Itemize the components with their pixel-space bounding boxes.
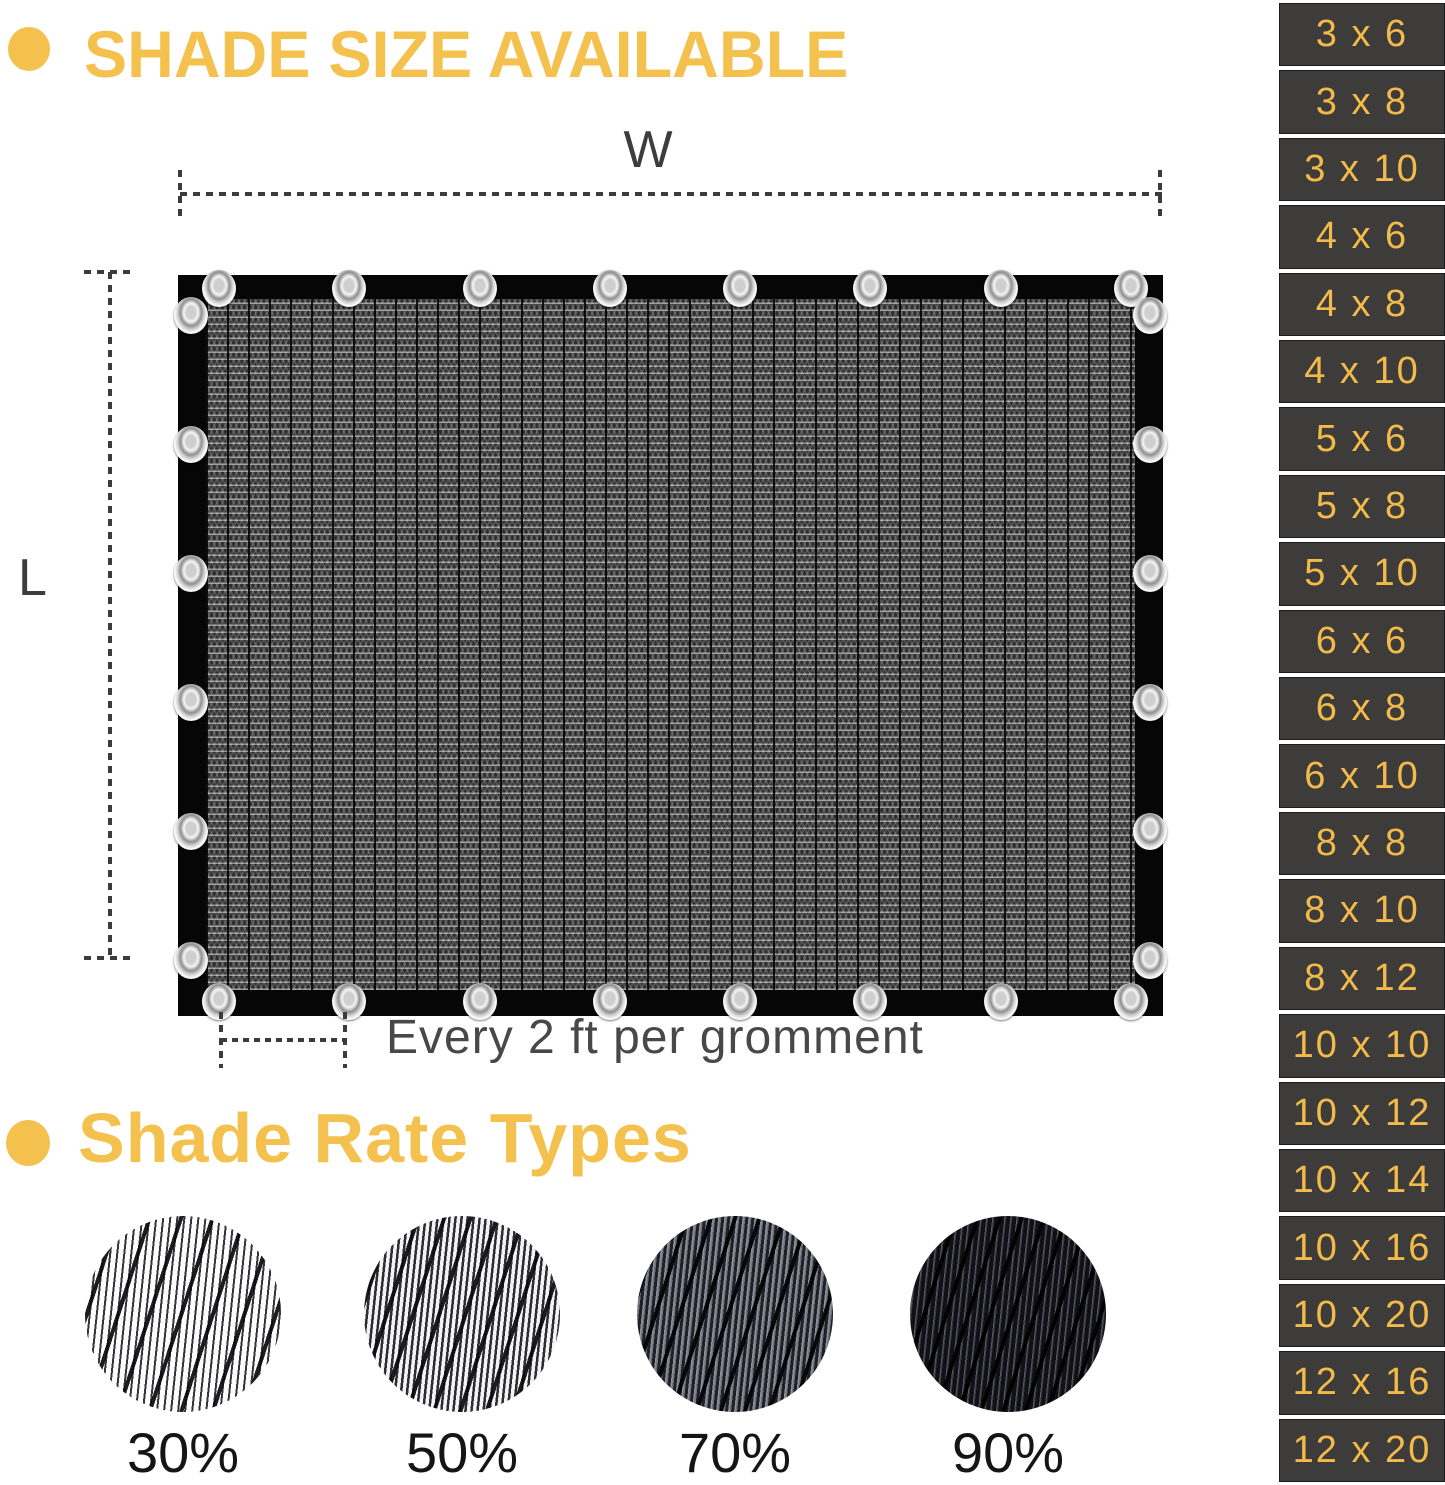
size-option-label: 12 x 20 [1292,1428,1432,1471]
size-option [1279,1284,1445,1347]
bullet-dot [6,1120,50,1166]
size-option-label: 3 x 6 [1315,13,1409,56]
shade-rate-swatch-70 [637,1216,833,1412]
grommet-spacing-line [221,1038,345,1042]
grommet [1114,983,1148,1020]
grommet [984,270,1018,307]
size-option-label: 10 x 20 [1292,1293,1432,1336]
size-option-label: 8 x 10 [1304,889,1420,932]
grommet [1133,426,1167,463]
size-option [1279,138,1445,201]
shade-rate-label: 90% [951,1421,1065,1484]
size-option-label: 6 x 6 [1315,619,1409,662]
grommet [1133,813,1167,850]
shade-rate-swatch-30 [85,1216,281,1412]
grommet [593,270,627,307]
size-option-label: 5 x 10 [1304,552,1420,595]
size-option [1279,610,1445,673]
size-option [1279,273,1445,336]
size-option [1279,744,1445,807]
size-option-label: 3 x 10 [1304,148,1420,191]
width-dimension-label: W [623,121,673,179]
grommet [332,983,366,1020]
size-option [1279,1014,1445,1077]
size-option-label: 12 x 16 [1292,1361,1432,1404]
size-option [1279,1082,1445,1145]
grommet-spacing-note: Every 2 ft per gromment [386,1011,924,1064]
size-options-list [1279,0,1445,1485]
length-dimension-tick-bottom [84,956,136,960]
size-option [1279,677,1445,740]
width-dimension-tick-right [1158,170,1162,220]
size-option-label: 6 x 10 [1304,754,1420,797]
size-option [1279,475,1445,538]
shade-rate-label: 70% [678,1421,792,1484]
size-option-label: 4 x 10 [1304,350,1420,393]
grommet [174,426,208,463]
size-option-label: 6 x 8 [1315,687,1409,730]
grommet [174,813,208,850]
size-option [1279,3,1445,66]
grommet [463,270,497,307]
mesh-texture [206,299,1135,990]
grommet [723,270,757,307]
size-option [1279,812,1445,875]
bullet-dot [8,27,50,71]
size-option-label: 10 x 14 [1292,1159,1432,1202]
shade-rate-title: Shade Rate Types [78,1099,692,1177]
grommet [174,942,208,979]
size-option [1279,1149,1445,1212]
size-option-label: 5 x 8 [1315,485,1409,528]
size-option-label: 10 x 12 [1292,1091,1432,1134]
grommet [174,297,208,334]
size-option [1279,340,1445,403]
size-option [1279,879,1445,942]
grommet [984,983,1018,1020]
size-option-label: 10 x 16 [1292,1226,1432,1269]
length-dimension-tick-top [84,270,136,274]
length-dimension-line [108,272,112,960]
size-option [1279,1419,1445,1482]
grommet [202,270,236,307]
size-option-label: 4 x 6 [1315,215,1409,258]
grommet [1133,942,1167,979]
size-option [1279,947,1445,1010]
width-dimension-line [180,192,1162,196]
grommet [174,555,208,592]
grommet [1133,555,1167,592]
size-option [1279,205,1445,268]
size-available-title: SHADE SIZE AVAILABLE [84,17,849,91]
size-option-label: 8 x 8 [1315,822,1409,865]
size-option-label: 5 x 6 [1315,417,1409,460]
grommet [1133,684,1167,721]
grommet [1133,297,1167,334]
shade-rate-swatch-90 [910,1216,1106,1412]
shade-rate-swatch-50 [364,1216,560,1412]
size-option [1279,1216,1445,1279]
size-option-label: 8 x 12 [1304,956,1420,999]
size-option-label: 10 x 10 [1292,1024,1432,1067]
shade-rate-label: 50% [405,1421,519,1484]
width-dimension-tick-left [178,170,182,220]
length-dimension-label: L [18,549,47,607]
size-option [1279,407,1445,470]
shade-rate-label: 30% [126,1421,240,1484]
size-option-label: 3 x 8 [1315,80,1409,123]
grommet [174,684,208,721]
size-option [1279,542,1445,605]
size-option-label: 4 x 8 [1315,282,1409,325]
size-option [1279,70,1445,133]
shade-net-illustration [178,275,1163,1016]
size-option [1279,1351,1445,1414]
